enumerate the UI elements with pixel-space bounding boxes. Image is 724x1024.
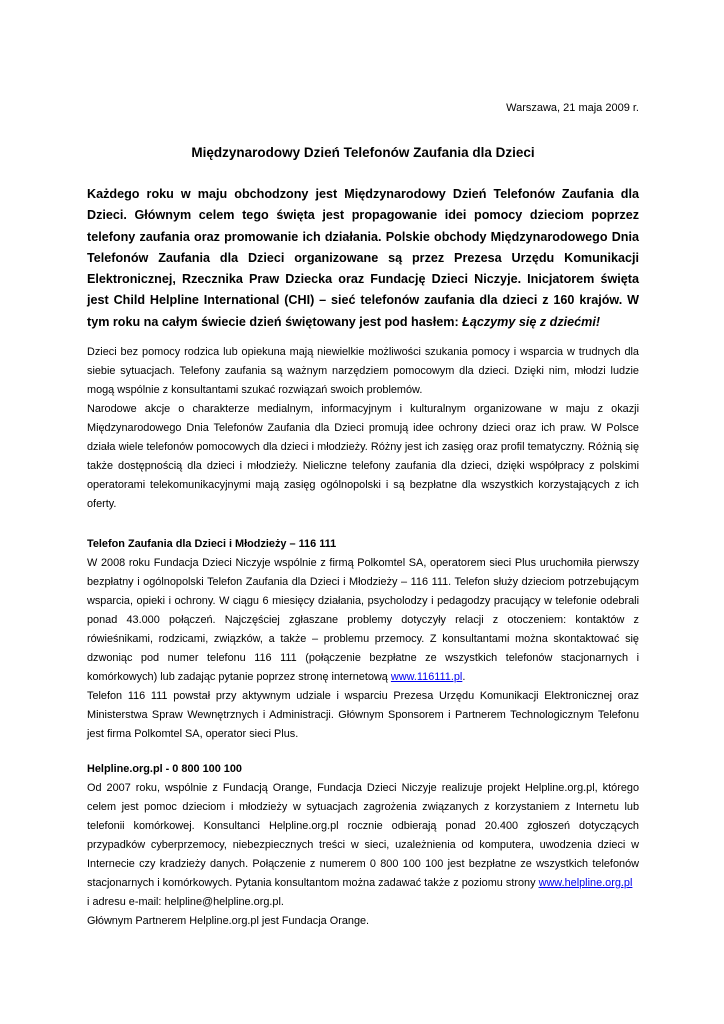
section-helpline-heading: Helpline.org.pl - 0 800 100 100: [87, 763, 242, 775]
document-title: Międzynarodowy Dzień Telefonów Zaufania dla Dzieci: [191, 145, 535, 160]
section-116111-paragraph-1: [87, 554, 639, 687]
intro-paragraph-1: Dzieci bez pomocy rodzica lub opiekuna mają niewielkie możliwości szukania pomocy i wsparcia w trudnych dla siebie sytuacjach. Telefony zaufania są ważnym narzędziem pomocowym dla dzieci. Dzięki nim, młodzi ludzie mogą wspólnie z konsultantami szukać rozwiązań swoich problemów.: [87, 346, 639, 396]
lead-text: Każdego roku w maju obchodzony jest Międzynarodowy Dzień Telefonów Zaufania dla Dzieci. Głównym celem tego święta jest propagowanie idei pomocy dzieciom poprzez telefony zaufania oraz promowanie ich działania. Polskie obchody Międzynarodowego Dnia Telefonów Zaufania dla Dzieci organizowane są przez Prezesa Urzędu Komunikacji Elektronicznej, Rzecznika Praw Dziecka oraz Fundację Dzieci Niczyje. Inicjatorem święta jest Child Helpline International (CHI) – sieć telefonów zaufania dla dzieci z 160 krajów. W tym roku na całym świecie dzień świętowany jest pod hasłem:: [87, 187, 639, 329]
section-116111: [87, 535, 639, 744]
section-helpline-email: i adresu e-mail: helpline@helpline.org.pl.: [87, 896, 284, 908]
link-116111[interactable]: www.116111.pl: [390, 671, 463, 683]
section-helpline-partner: Głównym Partnerem Helpline.org.pl jest Fundacja Orange.: [87, 915, 370, 927]
section-116111-paragraph-2: Telefon 116 111 powstał przy aktywnym udziale i wsparciu Prezesa Urzędu Komunikacji Elektronicznej oraz Ministerstwa Spraw Wewnętrznych i Administracji. Głównym Sponsorem i Partnerem Technologicznym Telefonu jest firma Polkomtel SA, operator sieci Plus.: [87, 690, 639, 740]
date-line: Warszawa, 21 maja 2009 r.: [506, 102, 639, 114]
section-116111-text: W 2008 roku Fundacja Dzieci Niczyje wspólnie z firmą Polkomtel SA, operatorem sieci Plus uruchomiła pierwszy bezpłatny i ogólnopolski Telefon Zaufania dla Dzieci i Młodzieży – 116 111. Telefon służy dzieciom potrzebującym wsparcia, opieki i ochrony. W ciągu 6 miesięcy działania, psycholodzy i pedagodzy pracujący w telefonie odebrali ponad 43.000 połączeń. Najczęściej zgłaszane problemy dotyczyły relacji z otoczeniem: kontaktów z rówieśnikami, rodzicami, związków, a także – problemu przemocy. Z konsultantami można skontaktować się dzwoniąc pod numer telefonu 116 111 (połączenie bezpłatne ze wszystkich telefonów stacjonarnych i komórkowych) lub zadając pytanie poprzez stronę internetową: [87, 557, 639, 683]
section-116111-heading: Telefon Zaufania dla Dzieci i Młodzieży – 116 111: [87, 538, 337, 550]
intro-section: [87, 343, 639, 514]
section-helpline-paragraph-1: [87, 779, 639, 893]
intro-paragraph-2: Narodowe akcje o charakterze medialnym, informacyjnym i kulturalnym organizowane w maju z okazji Międzynarodowego Dnia Telefonów Zaufania dla Dzieci promują idee ochrony dzieci oraz ich praw. W Polsce działa wiele telefonów pomocowych dla dzieci i młodzieży. Różny jest ich zasięg oraz profil tematyczny. Różnią się także dostępnością dla dzieci i młodzieży. Nieliczne telefony zaufania dla dzieci, dzięki współpracy z polskimi operatorami telekomunikacyjnymi mają zasięg ogólnopolski i są bezpłatne dla wszystkich korzystających z ich oferty.: [87, 403, 639, 510]
lead-paragraph: [87, 184, 639, 333]
section-helpline-text: Od 2007 roku, wspólnie z Fundacją Orange, Fundacja Dzieci Niczyje realizuje projekt Helpline.org.pl, którego celem jest pomoc dzieciom i młodzieży w sytuacjach zagrożenia związanych z korzystaniem z Internetu lub telefonii komórkowej. Konsultanci Helpline.org.pl rocznie odbierają ponad 20.400 zgłoszeń dotyczących przypadków cyberprzemocy, niebezpiecznych treści w sieci, uzależnienia od komputera, uwodzenia dzieci w Internecie czy kradzieży danych. Połączenie z numerem 0 800 100 100 jest bezpłatne ze wszystkich telefonów stacjonarnych i komórkowych. Pytania konsultantom można zadawać także z poziomu strony: [87, 782, 639, 889]
section-116111-text-end: .: [462, 671, 466, 683]
lead-motto: Łączymy się z dziećmi!: [462, 314, 601, 329]
section-helpline: [87, 760, 639, 931]
link-helpline[interactable]: www.helpline.org.pl: [538, 877, 633, 889]
